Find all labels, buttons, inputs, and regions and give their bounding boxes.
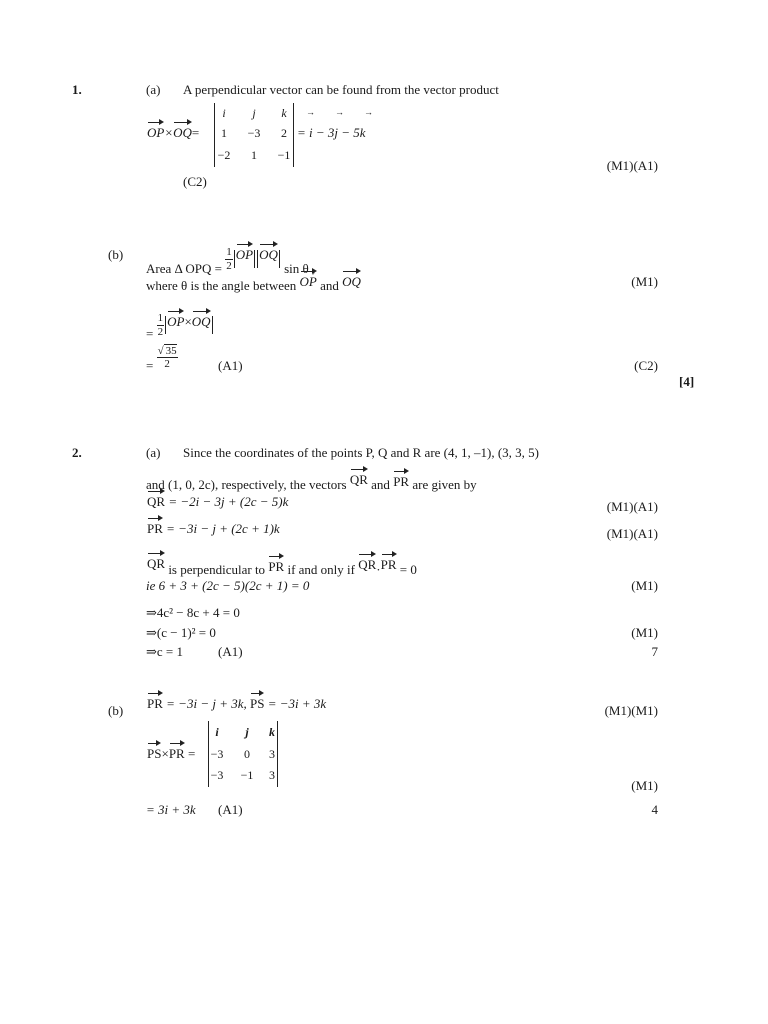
q2a-total-marks: 7 (651, 644, 658, 659)
vector-pr: PR (268, 560, 284, 573)
q2a-step-1: ⇒4c² − 8c + 4 = 0 (146, 605, 240, 620)
q2b-final-answer: = 3i + 3k (146, 802, 196, 817)
q2-part-b-label: (b) (108, 703, 124, 718)
q2b-total-marks: 4 (651, 802, 658, 817)
result-vector-arrows: →→→ (306, 107, 393, 117)
vector-pr: PR (147, 697, 163, 710)
q2b-final-a1: (A1) (218, 802, 243, 817)
vector-qr: QR (358, 558, 376, 571)
vector-ps: PS (250, 697, 264, 710)
q1-part-a-intro: A perpendicular vector can be found from the vector product (183, 82, 499, 97)
sqrt-fraction: $\frac{√ 35}{2}$ (157, 344, 177, 371)
det-cell: −1 (277, 148, 291, 162)
det-cell: 1 (221, 126, 227, 140)
q2a-qr-mark: (M1)(A1) (606, 499, 658, 514)
det-cell: k (269, 725, 275, 739)
q2a-step-3-a1: (A1) (218, 644, 243, 659)
vector-arrow (147, 119, 164, 126)
q2a-pr-mark: (M1)(A1) (606, 526, 658, 541)
q1b-magnitude-line: = $\frac{1}{2}$ OP× OQ (146, 315, 214, 340)
vector-op: OP (147, 126, 164, 139)
det-cell: −3 (210, 747, 224, 761)
q1-total-marks: [4] (679, 374, 695, 389)
area-label: Area Δ OPQ = (146, 261, 222, 276)
vector-ps: PS (147, 747, 161, 760)
det-cell: −1 (240, 768, 254, 782)
q2b-cross-lhs: PS× PR = (147, 747, 195, 760)
half-fraction: $\frac{1}{2}$ (157, 312, 164, 338)
vector-qr: QR (147, 557, 165, 570)
vector-op: OP (236, 248, 253, 261)
q1-part-b-label: (b) (108, 247, 124, 262)
det-cell: 3 (269, 747, 275, 761)
vector-oq: OQ (173, 126, 192, 139)
det-cell: i (222, 106, 226, 120)
q1b-answer-line: = $\frac{√ 35}{2}$ (146, 344, 177, 373)
det-cell: j (245, 725, 249, 739)
det-cell: 3 (269, 768, 275, 782)
q1b-area-line (146, 248, 315, 275)
q2a-ie-line: ie 6 + 3 + (2c − 5)(2c + 1) = 0 (146, 578, 310, 593)
where-text: where θ is the angle between (146, 278, 297, 293)
half-fraction: $\frac{1}{2}$ (226, 246, 232, 272)
q2-determinant (208, 721, 278, 787)
det-cell: i (215, 725, 219, 739)
vector-pr: PR (381, 558, 397, 571)
vector-pr: PR (147, 522, 163, 535)
q2b-mark-1: (M1)(M1) (604, 703, 658, 718)
det-cell: −3 (210, 768, 224, 782)
q1a-c2: (C2) (183, 174, 207, 189)
equals-sign: = (191, 125, 200, 140)
q1b-a1: (A1) (218, 358, 243, 373)
q1b-where-line (146, 275, 361, 292)
vector-oq: OQ (259, 248, 278, 261)
det-cell: −3 (247, 126, 261, 140)
q2b-vectors-line: PR = −3i − j + 3k, PS = −3i + 3k (147, 697, 326, 710)
sin-theta: sin θ , (284, 261, 316, 276)
vector-qr: QR (350, 473, 368, 486)
vector-pr: PR (169, 747, 185, 760)
q2a-line-1: Since the coordinates of the points P, Q and R are (4, 1, –1), (3, 3, 5) (183, 445, 539, 460)
vector-pr: PR (393, 475, 409, 488)
det-cell: −2 (217, 148, 231, 162)
q2a-pr-equation: PR = −3i − j + (2c + 1)k (147, 522, 280, 535)
times-sign: × (164, 125, 174, 140)
question-1-number: 1. (72, 82, 82, 97)
q2a-step-2-mark: (M1) (631, 625, 658, 640)
det-cell: 0 (244, 747, 250, 761)
and-text: and (320, 278, 339, 293)
q1b-c2: (C2) (634, 358, 658, 373)
det-cell: j (252, 106, 256, 120)
det-cell: k (281, 106, 287, 120)
vector-op: OP (167, 315, 184, 328)
q1b-mark-1: (M1) (631, 274, 658, 289)
q2a-qr-equation: QR = −2i − 3j + (2c − 5)k (147, 495, 288, 508)
q2a-ie-mark: (M1) (631, 578, 658, 593)
q1a-mark: (M1)(A1) (606, 158, 658, 173)
det-cell: 2 (281, 126, 287, 140)
question-2-number: 2. (72, 445, 82, 460)
vector-op: OP (300, 275, 317, 288)
q1-determinant (214, 103, 294, 167)
vector-oq: OQ (342, 275, 361, 288)
vector-arrow (173, 119, 192, 126)
q1-part-a-label: (a) (146, 82, 161, 97)
vector-qr: QR (147, 495, 165, 508)
det-cell: 1 (251, 148, 257, 162)
q1-cross-product-lhs (147, 126, 199, 139)
q2a-line-2: and (1, 0, 2c), respectively, the vectors QR and PR are given by (146, 473, 477, 491)
q1-cross-product-result: = i − 3j − 5k (297, 125, 366, 140)
vector-oq: OQ (192, 315, 211, 328)
q2a-step-3: ⇒c = 1 (146, 644, 183, 659)
q2-part-a-label: (a) (146, 445, 161, 460)
q2a-step-2: ⇒(c − 1)² = 0 (146, 625, 216, 640)
q2b-mark-2: (M1) (631, 778, 658, 793)
q2a-perpendicular-line: QR is perpendicular to PR if and only if QR· PR = 0 (147, 557, 417, 576)
